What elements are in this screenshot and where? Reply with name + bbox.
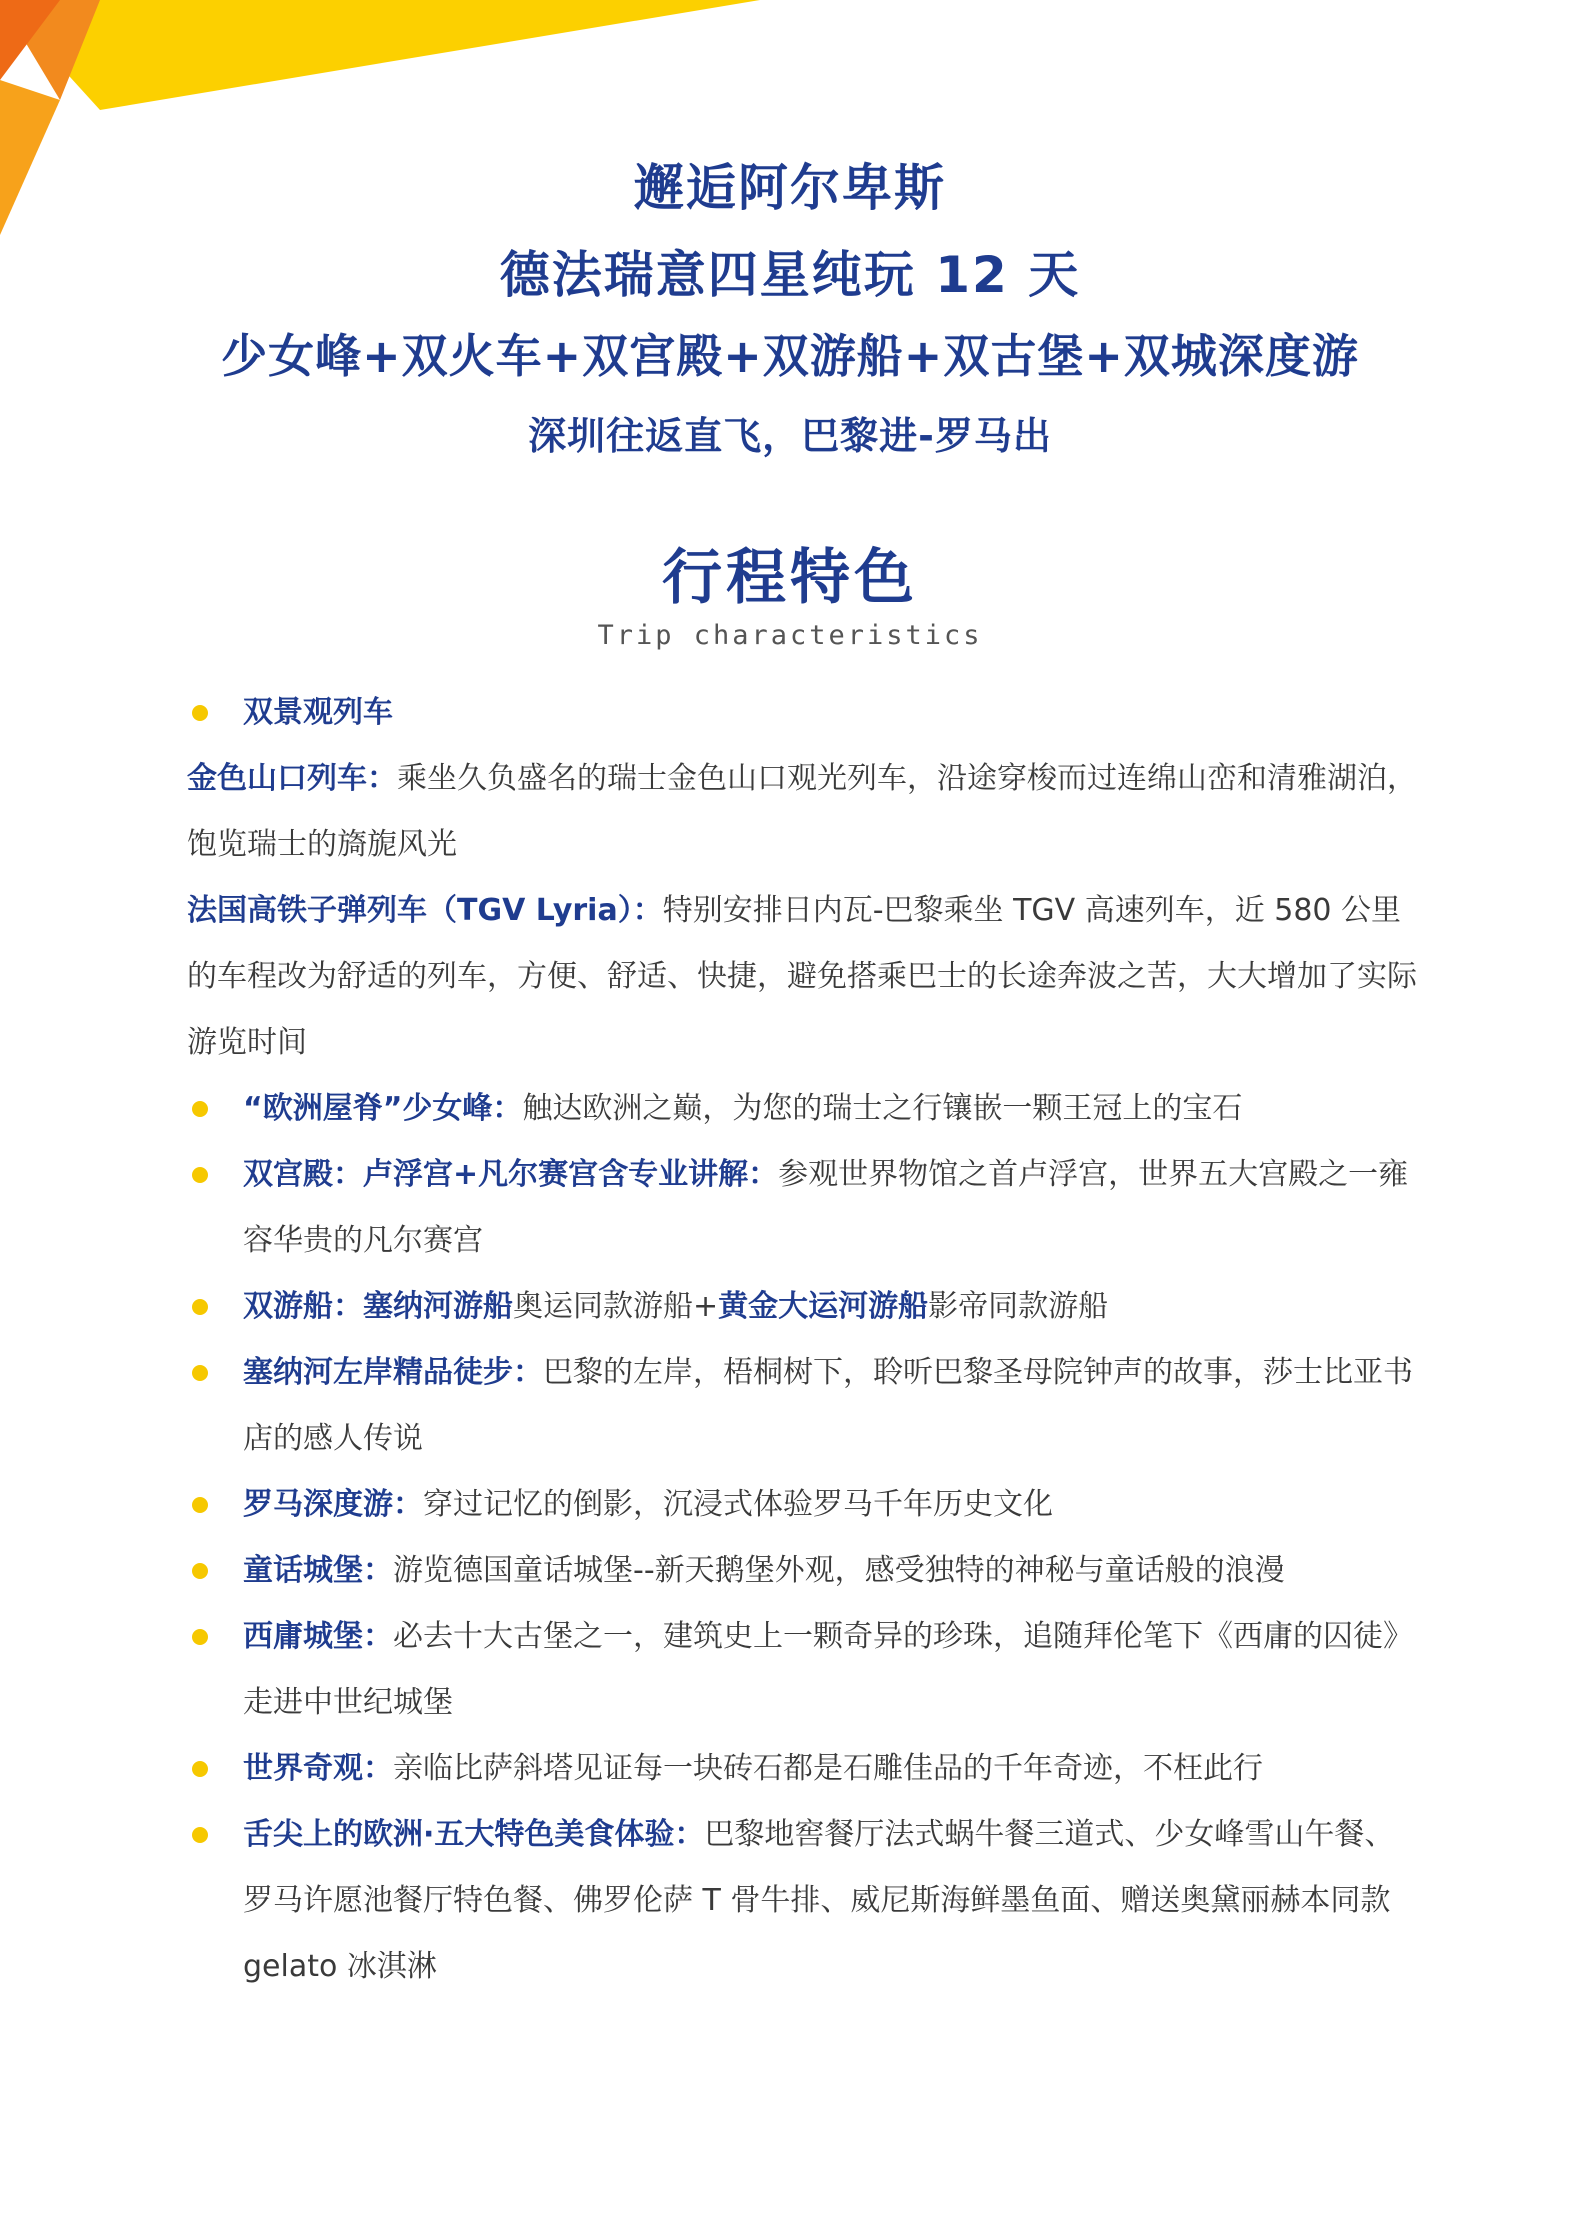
item-label: 双景观列车 — [243, 695, 393, 730]
list-item — [187, 680, 1417, 746]
item-label: 双宫殿：卢浮宫+凡尔赛宫含专业讲解： — [243, 1157, 779, 1192]
item-label: “欧洲屋脊”少女峰： — [243, 1091, 523, 1126]
item-text: 奥运同款游船+ — [513, 1289, 719, 1324]
item-text: 特别安排日内瓦-巴黎乘坐 TGV 高速列车，近 580 公里的车程改为舒适的列车，方便、舒适、快捷，避免搭乘巴士的长途奔波之苦，大大增加了实际游览时间 — [187, 893, 1417, 1060]
item-label: 双游船：塞纳河游船 — [243, 1289, 513, 1324]
item-label: 黄金大运河游船 — [718, 1289, 929, 1324]
bullet-dot — [192, 705, 208, 721]
item-text: 必去十大古堡之一，建筑史上一颗奇异的珍珠，追随拜伦笔下《西庸的囚徒》走进中世纪城堡 — [243, 1619, 1413, 1720]
bullet-dot — [192, 1101, 208, 1117]
list-item — [187, 1274, 1417, 1340]
item-text: 巴黎的左岸，梧桐树下，聆听巴黎圣母院钟声的故事，莎士比亚书店的感人传说 — [243, 1355, 1413, 1456]
bullet-dot — [192, 1827, 208, 1843]
list-item — [187, 1472, 1417, 1538]
item-text: 穿过记忆的倒影，沉浸式体验罗马千年历史文化 — [423, 1487, 1053, 1522]
item-label: 法国高铁子弹列车（TGV Lyria）： — [187, 893, 663, 928]
item-label: 童话城堡： — [243, 1553, 393, 1588]
item-text: 影帝同款游船 — [928, 1289, 1109, 1324]
feature-list — [187, 680, 1417, 2000]
title-line-3: 少女峰+双火车+双宫殿+双游船+双古堡+双城深度游 — [221, 329, 1359, 383]
list-item — [187, 1538, 1417, 1604]
bullet-dot — [192, 1761, 208, 1777]
item-text: 亲临比萨斜塔见证每一块砖石都是石雕佳品的千年奇迹，不枉此行 — [393, 1751, 1263, 1786]
title-line-1: 邂逅阿尔卑斯 — [634, 159, 946, 217]
item-text: 触达欧洲之巅，为您的瑞士之行镶嵌一颗王冠上的宝石 — [522, 1091, 1243, 1126]
item-label: 罗马深度游： — [243, 1487, 423, 1522]
item-label: 舌尖上的欧洲·五大特色美食体验： — [243, 1817, 705, 1852]
bullet-dot — [192, 1167, 208, 1183]
list-item — [187, 1076, 1417, 1142]
item-text: 乘坐久负盛名的瑞士金色山口观光列车，沿途穿梭而过连绵山峦和清雅湖泊，饱览瑞士的旖旎风光 — [187, 761, 1417, 862]
item-text: 游览德国童话城堡--新天鹅堡外观，感受独特的神秘与童话般的浪漫 — [393, 1553, 1285, 1588]
list-item — [187, 1340, 1417, 1472]
bullet-dot — [192, 1629, 208, 1645]
item-label: 塞纳河左岸精品徒步： — [243, 1355, 543, 1390]
section-title: 行程特色 — [662, 543, 918, 613]
list-item — [187, 1604, 1417, 1736]
title-line-4: 深圳往返直飞，巴黎进-罗马出 — [528, 414, 1052, 458]
title-line-2: 德法瑞意四星纯玩 12 天 — [499, 246, 1081, 304]
bullet-dot — [192, 1497, 208, 1513]
item-label: 世界奇观： — [243, 1751, 393, 1786]
section-subtitle: Trip characteristics — [597, 620, 983, 651]
list-item — [187, 746, 1417, 878]
list-item — [187, 1736, 1417, 1802]
list-item — [187, 1142, 1417, 1274]
item-text: 巴黎地窖餐厅法式蜗牛餐三道式、少女峰雪山午餐、罗马许愿池餐厅特色餐、佛罗伦萨 T 骨牛排、威尼斯海鲜墨鱼面、赠送奥黛丽赫本同款 gelato 冰淇淋 — [243, 1817, 1395, 1984]
bullet-dot — [192, 1365, 208, 1381]
item-text: 参观世界物馆之首卢浮宫，世界五大宫殿之一雍容华贵的凡尔赛宫 — [243, 1157, 1409, 1258]
list-item — [187, 878, 1417, 1076]
list-item — [187, 1802, 1417, 2000]
bullet-dot — [192, 1299, 208, 1315]
item-label: 西庸城堡： — [243, 1619, 393, 1654]
item-label: 金色山口列车： — [187, 761, 397, 796]
yellow-stripe — [0, 0, 760, 110]
bullet-dot — [192, 1563, 208, 1579]
